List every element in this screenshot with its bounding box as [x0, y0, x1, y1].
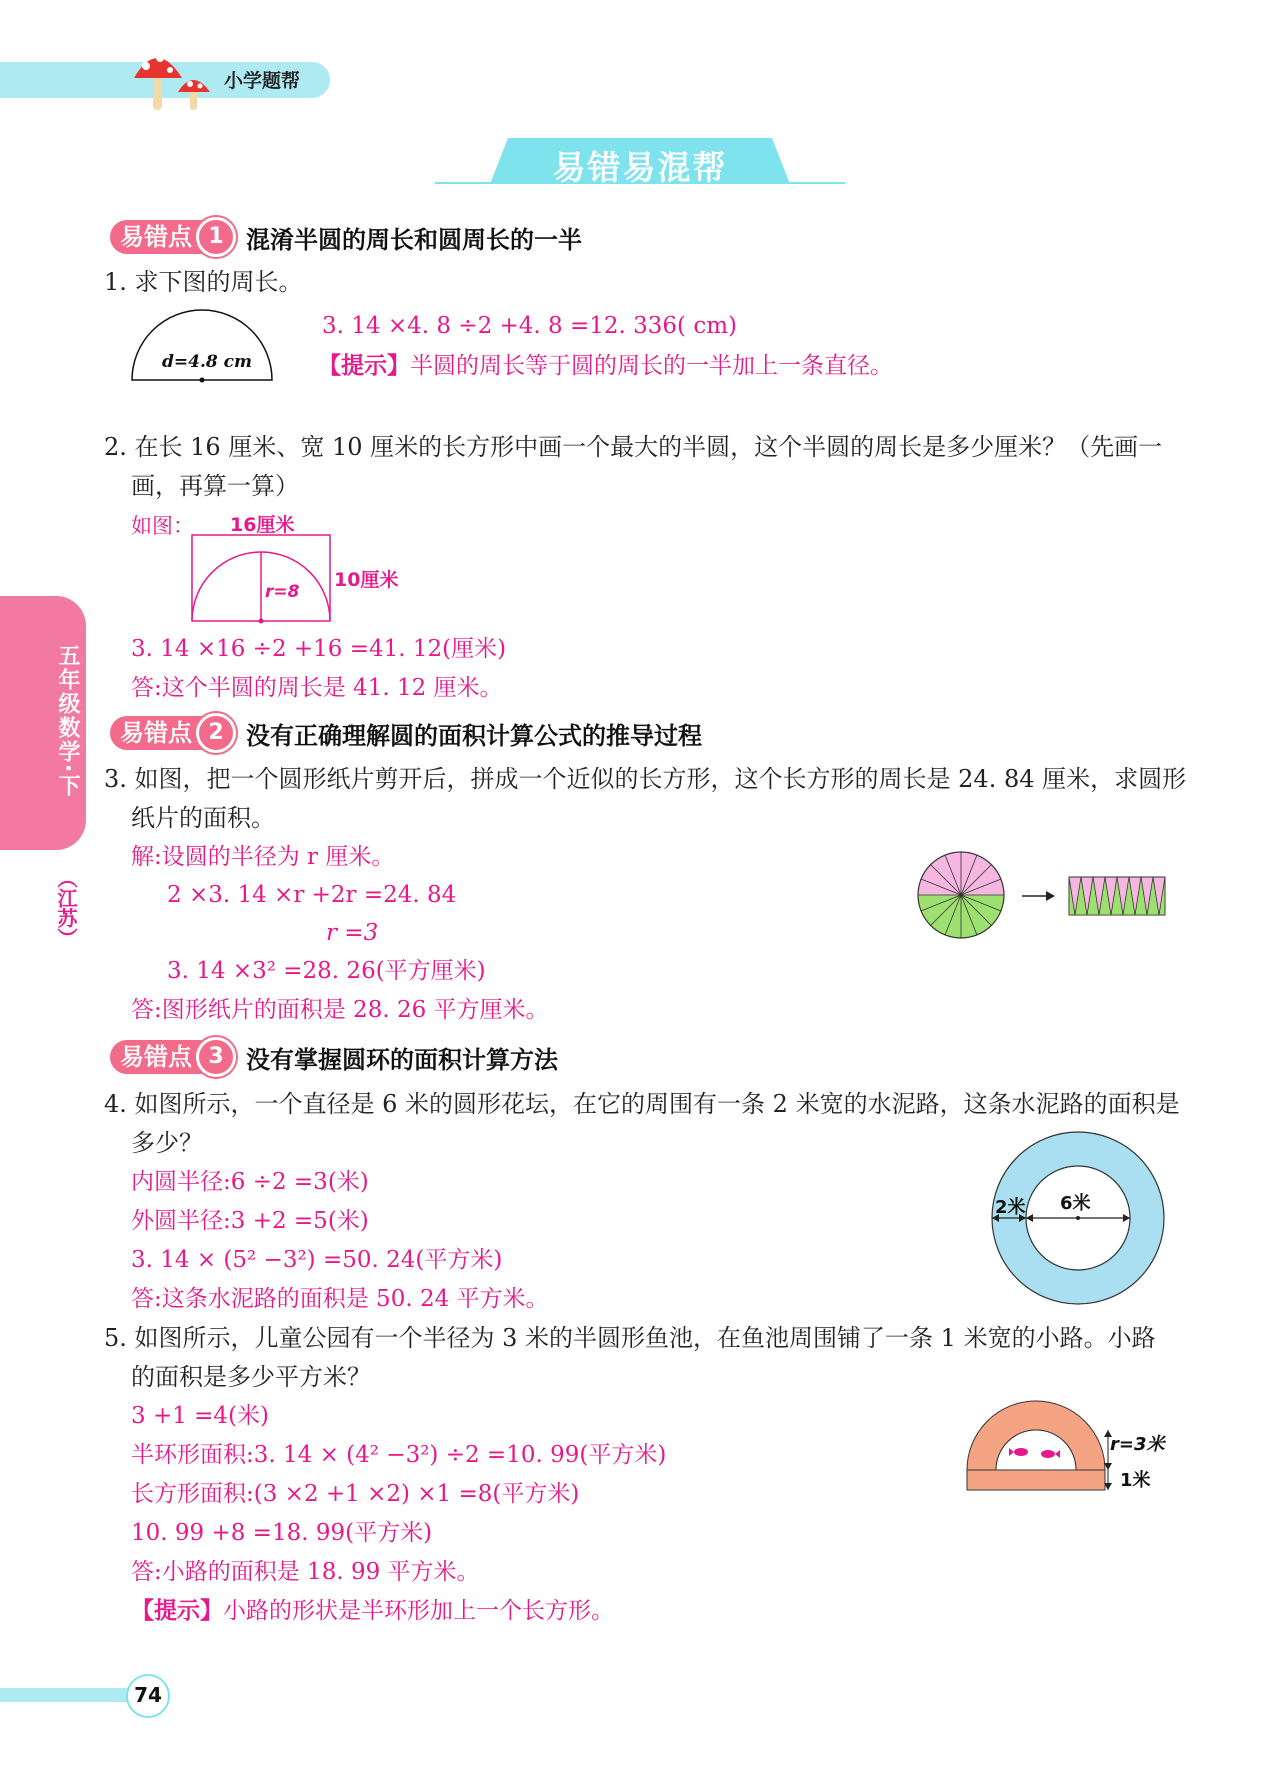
hint-label: 【提示】	[318, 352, 410, 379]
section-title: 易错易混帮	[552, 148, 728, 187]
q5-answer-3: 长方形面积:(3 ×2 +1 ×2) ×1 =8(平方米)	[131, 1481, 580, 1507]
q4-answer-1: 内圆半径:6 ÷2 =3(米)	[131, 1169, 369, 1195]
question-4-line2: 多少？	[131, 1129, 203, 1157]
q5-answer-5: 答:小路的面积是 18. 99 平方米。	[131, 1559, 480, 1585]
error-point-number: 3	[196, 1037, 236, 1077]
semicircle-diameter-label: d=4.8 cm	[162, 352, 252, 372]
mushroom-icon	[128, 44, 218, 114]
question-3-line2: 纸片的面积。	[131, 804, 275, 832]
ring-width-label: 2米	[995, 1197, 1026, 1218]
error-point-title: 没有正确理解圆的面积计算公式的推导过程	[246, 721, 702, 750]
q2-figure-top-label: 16厘米	[230, 514, 295, 536]
semicircle-figure	[128, 306, 276, 384]
arrow-icon	[1022, 888, 1056, 902]
q1-answer: 3. 14 ×4. 8 ÷2 +4. 8 =12. 336( cm)	[322, 313, 737, 339]
error-point-2	[110, 714, 702, 752]
hint-text: 小路的形状是半环形加上一个长方形。	[223, 1598, 614, 1624]
ring-diameter-label: 6米	[1060, 1193, 1091, 1214]
q3-answer-1: 解:设圆的半径为 r 厘米。	[131, 844, 395, 870]
q5-answer-2: 半环形面积:3. 14 × (4² −3²) ÷2 =10. 99(平方米)	[131, 1442, 667, 1468]
side-tab-grade: 五年级数学·下	[55, 644, 80, 799]
question-4-line1: 4. 如图所示，一个直径是 6 米的圆形花坛，在它的周围有一条 2 米宽的水泥路，这条水泥路的面积是	[104, 1090, 1180, 1118]
q4-answer-4: 答:这条水泥路的面积是 50. 24 平方米。	[131, 1286, 549, 1312]
footer-band	[0, 1688, 140, 1702]
q2-figure-prefix: 如图：	[131, 514, 194, 538]
side-tab-region: （江苏）	[54, 868, 78, 948]
q3-answer-2: 2 ×3. 14 ×r +2r =24. 84	[167, 882, 457, 908]
q4-answer-2: 外圆半径:3 +2 =5(米)	[131, 1208, 369, 1234]
question-3-line1: 3. 如图，把一个圆形纸片剪开后，拼成一个近似的长方形，这个长方形的周长是 24. 84 厘米，求圆形	[104, 765, 1187, 793]
q5-answer-1: 3 +1 =4(米)	[131, 1403, 270, 1429]
page-number: 74	[134, 1683, 162, 1707]
error-point-label: 易错点	[110, 1040, 202, 1074]
question-2-line1: 2. 在长 16 厘米、宽 10 厘米的长方形中画一个最大的半圆，这个半圆的周长是多少厘米？（先画一	[104, 433, 1163, 461]
pond-radius-label: r=3米	[1110, 1434, 1165, 1455]
hint-text: 半圆的周长等于圆的周长的一半加上一条直径。	[410, 353, 893, 379]
approx-rectangle-figure	[1068, 876, 1166, 916]
q4-answer-3: 3. 14 × (5² −3²) =50. 24(平方米)	[131, 1247, 503, 1273]
q5-hint	[131, 1592, 614, 1630]
question-5-line1: 5. 如图所示，儿童公园有一个半径为 3 米的半圆形鱼池，在鱼池周围铺了一条 1 米宽的小路。小路	[104, 1324, 1156, 1352]
q1-hint	[318, 347, 893, 385]
q3-answer-5: 答:图形纸片的面积是 28. 26 平方厘米。	[131, 997, 549, 1023]
question-5-line2: 的面积是多少平方米？	[131, 1363, 371, 1391]
error-point-title: 混淆半圆的周长和圆周长的一半	[246, 225, 582, 254]
circle-sectors-figure	[916, 850, 1006, 940]
q3-answer-4: 3. 14 ×3² =28. 26(平方厘米)	[167, 958, 486, 984]
error-point-title: 没有掌握圆环的面积计算方法	[246, 1045, 558, 1074]
q2-figure-side-label: 10厘米	[334, 569, 399, 591]
error-point-1	[110, 218, 582, 256]
brand-name: 小学题帮	[224, 70, 301, 92]
q2-answer-calc: 3. 14 ×16 ÷2 +16 =41. 12(厘米)	[131, 636, 507, 662]
error-point-3	[110, 1038, 558, 1076]
error-point-number: 1	[196, 217, 236, 257]
error-point-number: 2	[196, 713, 236, 753]
q2-figure-radius: r=8	[265, 582, 300, 602]
q2-answer-final: 答:这个半圆的周长是 41. 12 厘米。	[131, 675, 503, 701]
path-width-label: 1米	[1120, 1470, 1151, 1491]
rect-semicircle-figure	[190, 533, 334, 625]
question-1: 1. 求下图的周长。	[104, 268, 303, 296]
error-point-label: 易错点	[110, 220, 202, 254]
q3-answer-3: r =3	[326, 920, 379, 946]
q5-answer-4: 10. 99 +8 =18. 99(平方米)	[131, 1520, 433, 1546]
question-2-line2: 画，再算一算）	[131, 472, 299, 500]
error-point-label: 易错点	[110, 716, 202, 750]
half-ring-pond-figure	[966, 1400, 1116, 1492]
hint-label: 【提示】	[131, 1597, 223, 1624]
